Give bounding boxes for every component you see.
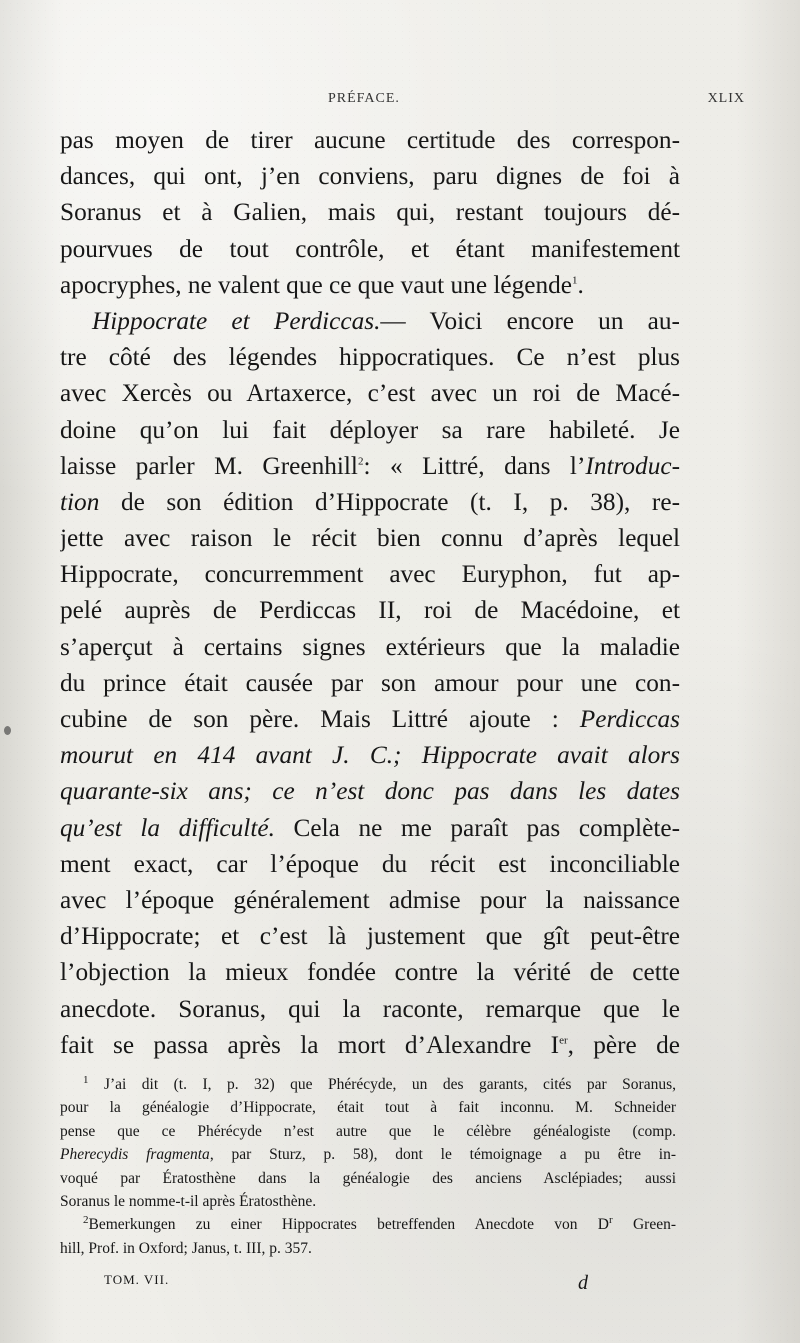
line-text: pourvues de tout contrôle, et étant manifestement [60,234,680,263]
text-line [60,484,680,520]
footnote-text: Bemerkungen zu einer Hippocrates betreffenden Anecdote von D [88,1216,609,1234]
line-text: doine qu’on lui fait déployer sa rare habileté. Je [60,415,680,444]
footnote-text: J’ai dit (t. I, p. 32) que Phérécyde, un des garants, cités par Soranus, [103,1076,676,1093]
text-line [60,846,680,882]
line-text: laisse parler M. Greenhill [60,451,358,480]
section-heading: Hippocrate et Perdiccas. [92,306,381,335]
superscript: er [559,1034,568,1047]
ink-spot [4,726,11,735]
footnote-line [60,1190,676,1213]
italic-text: tion [60,487,100,516]
footnote-text: Soranus le nomme-t-il après Ératosthène. [60,1192,317,1210]
text-line [60,520,680,556]
line-text: cubine de son père. Mais Littré ajoute : [60,705,559,733]
text-line [60,556,680,592]
line-text: de son édition d’Hippocrate (t. I, p. 38), re- [99,487,680,516]
line-text: pelé auprès de Perdiccas II, roi de Macédoine, et [60,596,680,625]
line-text: l’objection la mieux fondée contre la vérité de cette [60,958,680,987]
italic-text: Pherecydis fragmenta [60,1146,210,1164]
text-line [60,773,680,809]
footnote-text: pense que ce Phérécyde n’est autre que le célèbre généalogiste (comp. [60,1122,676,1140]
footnote-text: hill, Prof. in Oxford; Janus, t. III, p. 357. [60,1239,312,1257]
line-text: jette avec raison le récit bien connu d’après lequel [60,524,680,553]
page-number: XLIX [707,91,745,106]
line-text: dances, qui ont, j’en conviens, paru dignes de foi à [60,162,680,191]
line-text: — Voici encore un au- [380,306,680,335]
italic-text: mourut en 414 avant J. C.; Hippocrate avait alors [60,741,680,770]
text-line [60,1027,680,1063]
volume-signature: TOM. VII. [104,1272,170,1287]
italic-text: Perdiccas [579,705,680,733]
line-text: Hippocrate, concurremment avec Euryphon, fut ap- [60,560,680,589]
italic-text: qu’est la difficulté. [60,813,275,842]
sheet-letter: d [578,1272,588,1294]
text-line [60,448,680,484]
footnote-reference: 2 [357,455,364,468]
footnote-text: , par Sturz, p. 58), dont le témoignage a pu être in- [209,1146,676,1164]
text-line [60,375,680,411]
footnote-number: 1 [83,1073,89,1086]
footnote-text: pour la généalogie d’Hippocrate, était tout à fait inconnu. M. Schneider [60,1099,676,1117]
footnote-line [60,1237,676,1260]
footnote-line [60,1096,676,1119]
running-header [60,91,745,109]
section-heading-line [60,303,680,339]
text-line [60,701,680,737]
line-text: anecdote. Soranus, qui la raconte, remarque que le [60,994,680,1023]
footnote-line [60,1167,676,1190]
line-text: , père de [567,1030,680,1059]
footnote-line [60,1120,676,1143]
text-line [60,122,680,158]
footnote-line [60,1143,676,1166]
text-line [60,882,680,918]
text-line [60,737,680,773]
text-line [60,592,680,628]
italic-text: Introduc- [585,451,680,480]
main-text [60,122,680,1063]
line-text: apocryphes, ne valent que ce que vaut une légende [60,270,573,299]
line-text: avec l’époque généralement admise pour la naissance [60,885,680,914]
text-line [60,339,680,375]
footnote-line [60,1213,676,1236]
italic-text: quarante-six ans; ce n’est donc pas dans les dates [60,777,680,806]
footnote-line [60,1073,676,1096]
line-text: Soranus et à Galien, mais qui, restant toujours dé- [60,198,680,227]
text-line [60,991,680,1027]
text-line [60,194,680,230]
text-line [60,412,680,448]
line-text: pas moyen de tirer aucune certitude des correspon- [60,126,680,154]
footnotes [60,1073,676,1260]
text-line [60,810,680,846]
line-text: : « Littré, dans l’ [363,451,586,480]
line-text: ment exact, car l’époque du récit est inconciliable [60,849,680,878]
line-text: avec Xercès ou Artaxerce, c’est avec un roi de Macé- [60,379,680,408]
text-line [60,665,680,701]
line-text: Cela ne me paraît pas complète- [274,813,680,842]
text-line [60,918,680,954]
text-line [60,954,680,990]
line-text: du prince était causée par son amour pour une con- [60,668,680,697]
line-text: tre côté des légendes hippocratiques. Ce n’est plus [60,343,680,372]
running-title: PRÉFACE. [328,91,400,106]
text-line: apocryphes, ne valent que ce que vaut une légende$^1$. [60,270,584,299]
footnote-text: voqué par Ératosthène dans la généalogie des anciens Asclépiades; aussi [60,1169,676,1187]
footnote-number: 2 [83,1214,89,1227]
footnote-text: Green- [612,1216,676,1234]
text-line [60,629,680,665]
line-text: fait se passa après la mort d’Alexandre I [60,1030,560,1059]
line-text: d’Hippocrate; et c’est là justement que gît peut-être [60,922,680,951]
footnote-reference: 1 [572,274,578,287]
superscript: r [609,1214,613,1227]
text-line [60,158,680,194]
line-text: s’aperçut à certains signes extérieurs que la maladie [60,632,680,661]
text-line [60,231,680,267]
